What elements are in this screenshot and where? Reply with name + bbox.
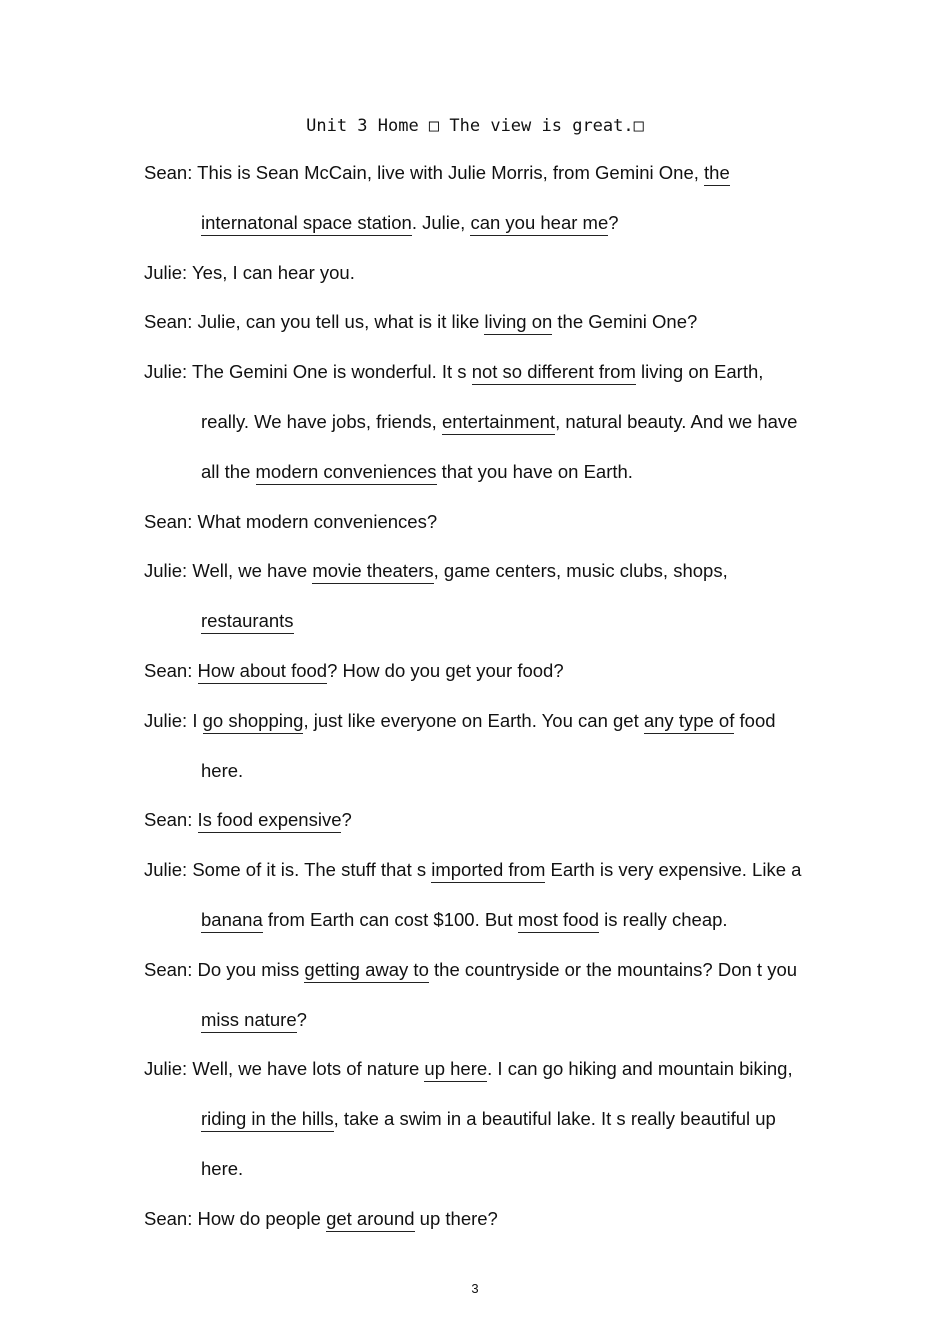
underlined-phrase: imported from [431,859,545,883]
underlined-phrase: the internatonal space station [201,162,730,236]
underlined-phrase: up here [424,1058,487,1082]
speaker-label: Julie: [144,361,188,383]
underlined-phrase: living on [484,311,552,335]
dialogue-text: I [192,709,203,731]
dialogue-text: ? [608,211,619,233]
dialogue-text: , natural beauty. And we have all the [201,410,798,482]
dialogue-text: Some of it is. The stuff that s [192,859,432,881]
speaker-label: Sean: [144,958,193,980]
dialogue-body [144,148,809,1244]
dialogue-text: up there? [414,1207,498,1229]
dialogue-text: Well, we have [192,560,313,582]
dialogue-text: the Gemini One? [552,311,698,333]
speaker-label: Julie: [144,1058,188,1080]
dialogue-turn [144,347,809,496]
dialogue-turn [144,297,809,347]
underlined-phrase: most food [518,909,599,933]
dialogue-text: This is Sean McCain, live with Julie Morris, from Gemini One, [197,162,705,183]
dialogue-turn [144,546,809,646]
dialogue-text: . I can go hiking and mountain biking, [487,1058,793,1080]
underlined-phrase: entertainment [442,411,555,435]
underlined-phrase: can you hear me [470,212,608,236]
dialogue-turn [144,795,809,845]
speaker-label: Sean: [144,510,193,532]
dialogue-text: food here. [201,709,776,781]
dialogue-turn [144,945,809,1045]
dialogue-text: Yes, I can hear you. [192,261,355,283]
dialogue-text: from Earth can cost $100. But [262,908,518,930]
speaker-label: Julie: [144,560,188,582]
dialogue-text: the countryside or the mountains? Don t you [428,958,798,980]
dialogue-text: , game centers, music clubs, shops, [433,560,728,582]
underlined-phrase: getting away to [304,959,428,983]
dialogue-text: Do you miss [197,958,305,980]
underlined-phrase: modern conveniences [256,461,437,485]
dialogue-text: The Gemini One is wonderful. It s [192,361,472,383]
dialogue-turn [144,646,809,696]
dialogue-text: ? [296,1008,307,1030]
dialogue-text: . Julie, [411,211,471,233]
speaker-label: Sean: [144,1207,193,1229]
dialogue-text: ? [341,809,352,831]
underlined-phrase: get around [326,1208,414,1232]
underlined-phrase: restaurants [201,610,294,634]
underlined-phrase: go shopping [203,710,304,734]
page-number: 3 [471,1281,479,1296]
dialogue-text: , take a swim in a beautiful lake. It s really beautiful up here. [201,1108,776,1179]
dialogue-text: , just like everyone on Earth. You can get [303,709,644,731]
underlined-phrase: miss nature [201,1009,297,1033]
dialogue-text: Julie, can you tell us, what is it like [197,311,485,333]
speaker-label: Julie: [144,859,188,881]
dialogue-text: is really cheap. [599,908,728,930]
dialogue-turn [144,696,809,796]
underlined-phrase: any type of [644,710,735,734]
dialogue-turn [144,148,809,248]
underlined-phrase: banana [201,909,263,933]
underlined-phrase: Is food expensive [198,809,342,833]
dialogue-turn [144,1194,809,1244]
dialogue-turn [144,845,809,945]
dialogue-text: Earth is very expensive. Like a [545,859,802,881]
speaker-label: Sean: [144,809,193,831]
speaker-label: Sean: [144,659,193,681]
speaker-label: Julie: [144,709,188,731]
underlined-phrase: riding in the hills [201,1108,334,1132]
dialogue-text: Well, we have lots of nature [192,1058,425,1080]
underlined-phrase: How about food [198,660,328,684]
speaker-label: Julie: [144,261,188,283]
underlined-phrase: not so different from [472,361,636,385]
dialogue-text: living on Earth, really. We have jobs, friends, [201,361,764,432]
dialogue-text: What modern conveniences? [197,510,438,532]
speaker-label: Sean: [144,311,193,333]
dialogue-turn [144,248,809,298]
dialogue-text: ? How do you get your food? [327,659,564,681]
dialogue-turn [144,1044,809,1193]
speaker-label: Sean: [144,162,193,183]
dialogue-turn [144,497,809,547]
dialogue-text: How do people [197,1207,327,1229]
unit-title: Unit 3 Home □ The view is great.□ [306,116,644,136]
dialogue-text: that you have on Earth. [436,460,633,482]
underlined-phrase: movie theaters [312,560,433,584]
